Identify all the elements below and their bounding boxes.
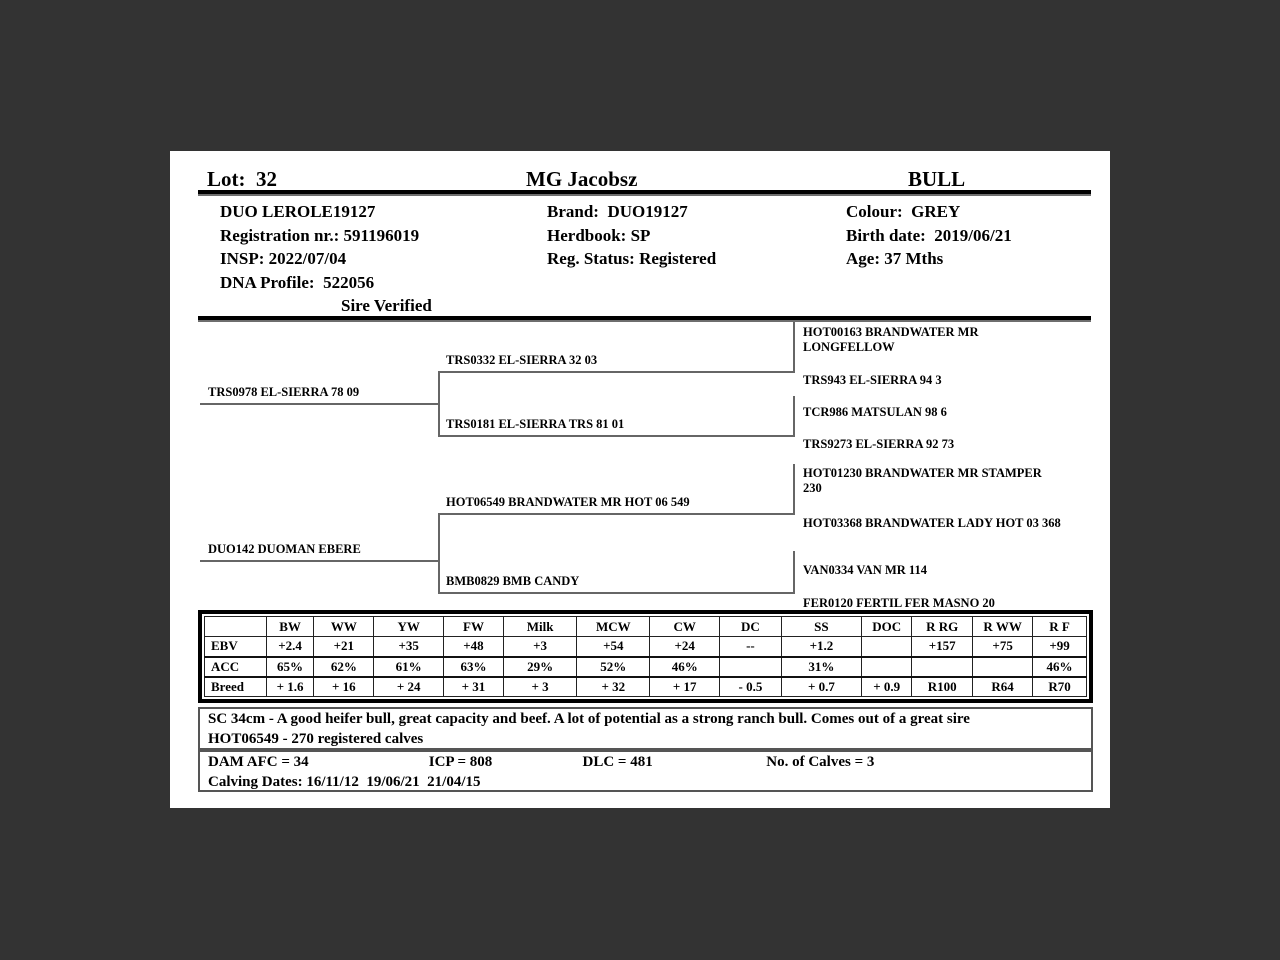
herdbook-field: Herdbook: SP [547,226,651,245]
pedigree-great-grandparent-2: TRS943 EL-SIERRA 94 3 [803,373,942,387]
stat-cell: R64 [973,677,1033,697]
pedigree-connector [793,551,795,594]
calving-dates-field: Calving Dates: 16/11/12 19/06/21 21/04/15 [208,773,481,790]
birth-date-field: Birth date: 2019/06/21 [846,226,1012,245]
lot-number: Lot: 32 [207,167,277,191]
registration-field: Registration nr.: 591196019 [220,226,420,245]
pedigree-great-grandparent-5: HOT01230 BRANDWATER MR STAMPER 230 [803,466,1042,495]
stat-cell: +3 [503,637,576,657]
breed-row [205,677,1087,697]
stat-cell: 63% [444,657,504,677]
col-header [205,617,267,637]
dna-profile-field: DNA Profile: 522056 [220,273,375,292]
stat-cell: R70 [1033,677,1087,697]
col-header: BW [266,617,314,637]
acc-row [205,657,1087,677]
stat-cell: + 24 [374,677,444,697]
stat-cell: +75 [973,637,1033,657]
dam-afc-field: DAM AFC = 34 [208,754,309,770]
stat-cell [912,657,973,677]
pedigree-great-grandparent-1: HOT00163 BRANDWATER MR LONGFELLOW [803,325,979,354]
catalog-page [170,151,1110,808]
ebv-header-row [205,617,1087,637]
notes-line-1: SC 34cm - A good heifer bull, great capacity and beef. A lot of potential as a strong ranch bull. Comes out of a great sire [208,711,970,727]
pedigree-tree [200,322,1093,611]
stat-cell: +21 [314,637,374,657]
stat-cell: 31% [781,657,861,677]
col-header: FW [444,617,504,637]
stat-cell: + 31 [444,677,504,697]
ebv-table [198,610,1093,703]
stat-cell: + 0.9 [862,677,912,697]
stat-cell [973,657,1033,677]
stat-cell: 61% [374,657,444,677]
pedigree-connector [793,464,795,515]
stat-cell: + 17 [650,677,720,697]
pedigree-dam: DUO142 DUOMAN EBERE [200,542,438,562]
stat-cell: 62% [314,657,374,677]
brand-field: Brand: DUO19127 [547,202,688,221]
stat-cell: - 0.5 [720,677,782,697]
col-header: DC [720,617,782,637]
header-divider-rule [198,190,1091,196]
row-label: ACC [205,657,267,677]
pedigree-connector [793,322,795,373]
stat-cell: 46% [1033,657,1087,677]
stat-cell: +99 [1033,637,1087,657]
pedigree-paternal-granddam: TRS0181 EL-SIERRA TRS 81 01 [438,417,793,437]
stat-cell: + 32 [577,677,650,697]
ebv-row [205,637,1087,657]
col-header: R F [1033,617,1087,637]
owner-name: MG Jacobsz [526,167,638,191]
col-header: R RG [912,617,973,637]
stat-cell: + 0.7 [781,677,861,697]
stat-cell: +2.4 [266,637,314,657]
col-header: MCW [577,617,650,637]
sire-verified-label: Sire Verified [341,296,432,315]
stat-cell: 29% [503,657,576,677]
notes-box [198,707,1093,750]
pedigree-great-grandparent-7: VAN0334 VAN MR 114 [803,563,927,577]
reg-status-field: Reg. Status: Registered [547,249,717,268]
pedigree-great-grandparent-8: FER0120 FERTIL FER MASNO 20 [803,596,995,610]
insp-field: INSP: 2022/07/04 [220,249,347,268]
col-header: DOC [862,617,912,637]
pedigree-maternal-grandsire: HOT06549 BRANDWATER MR HOT 06 549 [438,495,793,515]
pedigree-great-grandparent-6: HOT03368 BRANDWATER LADY HOT 03 368 [803,516,1061,530]
dlc-field: DLC = 481 [582,754,653,770]
col-header: CW [650,617,720,637]
stat-cell: +35 [374,637,444,657]
notes-line-2: HOT06549 - 270 registered calves [208,730,424,747]
pedigree-paternal-grandsire: TRS0332 EL-SIERRA 32 03 [438,353,793,373]
stat-cell: 65% [266,657,314,677]
stat-cell: +24 [650,637,720,657]
col-header: R WW [973,617,1033,637]
stat-cell: + 16 [314,677,374,697]
stat-cell: R100 [912,677,973,697]
animal-name: DUO LEROLE19127 [220,202,376,221]
calves-count-field: No. of Calves = 3 [766,754,875,770]
dam-stats-row [208,753,1083,773]
animal-sex: BULL [908,167,966,191]
icp-field: ICP = 808 [428,754,493,770]
stat-cell [862,657,912,677]
stat-cell: +54 [577,637,650,657]
pedigree-connector [793,396,795,437]
row-label: EBV [205,637,267,657]
stat-cell: -- [720,637,782,657]
pedigree-sire: TRS0978 EL-SIERRA 78 09 [200,385,438,405]
row-label: Breed [205,677,267,697]
dam-stats-box [198,750,1093,792]
col-header: Milk [503,617,576,637]
stat-cell: 52% [577,657,650,677]
col-header: YW [374,617,444,637]
pedigree-great-grandparent-4: TRS9273 EL-SIERRA 92 73 [803,437,955,451]
stat-cell: +1.2 [781,637,861,657]
stat-cell: +48 [444,637,504,657]
col-header: SS [781,617,861,637]
pedigree-maternal-granddam: BMB0829 BMB CANDY [438,574,793,594]
stat-cell: + 3 [503,677,576,697]
pedigree-great-grandparent-3: TCR986 MATSULAN 98 6 [803,405,947,419]
colour-field: Colour: GREY [846,202,961,221]
stat-cell [720,657,782,677]
stat-cell [862,637,912,657]
col-header: WW [314,617,374,637]
stat-cell: + 1.6 [266,677,314,697]
stat-cell: +157 [912,637,973,657]
age-field: Age: 37 Mths [846,249,944,268]
stat-cell: 46% [650,657,720,677]
